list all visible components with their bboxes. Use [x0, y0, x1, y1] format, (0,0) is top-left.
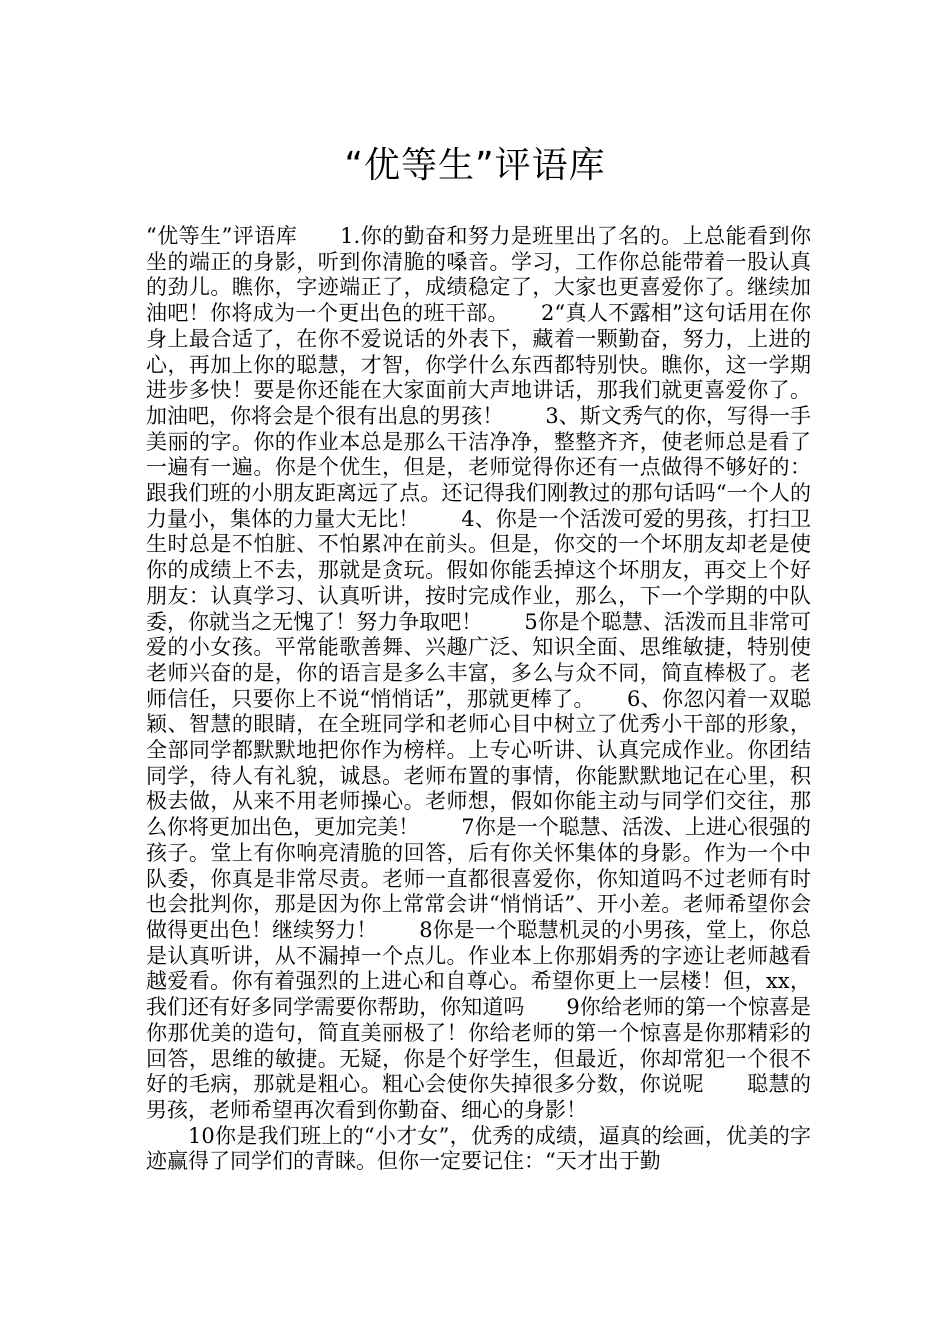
- body-paragraph: 10你是我们班上的“小才女”，优秀的成绩，逼真的绘画，优美的字迹赢得了同学们的青睐。但你一定要记住：“天才出于勤: [146, 1123, 811, 1174]
- body-paragraph: “优等生”评语库 1.你的勤奋和努力是班里出了名的。上总能看到你坐的端正的身影，听到你清脆的嗓音。学习，工作你总能带着一股认真的劲儿。瞧你，字迹端正了，成绩稳定了，大家也更喜爱你了。继续加油吧！你将成为一个更出色的班干部。 2“真人不露相”这句话用在你身上最合适了，在你不爱说话的外表下，藏着一颗勤奋，努力，上进的心，再加上你的聪慧，才智，你学什么东西都特别快。瞧你，这一学期进步多快！要是你还能在大家面前大声地讲话，那我们就更喜爱你了。加油吧，你将会是个很有出息的男孩！ 3、斯文秀气的你，写得一手美丽的字。你的作业本总是那么干洁净净，整整齐齐，使老师总是看了一遍有一遍。你是个优生，但是，老师觉得你还有一点做得不够好的：跟我们班的小朋友距离远了点。还记得我们刚教过的那句话吗“一个人的力量小，集体的力量大无比！ 4、你是一个活泼可爱的男孩，打扫卫生时总是不怕脏、不怕累冲在前头。但是，你交的一个坏朋友却老是使你的成绩上不去，那就是贪玩。假如你能丢掉这个坏朋友，再交上个好朋友：认真学习、认真听讲，按时完成作业，那么，下一个学期的中队委，你就当之无愧了！努力争取吧！ 5你是个聪慧、活泼而且非常可爱的小女孩。平常能歌善舞、兴趣广泛、知识全面、思维敏捷，特别使老师兴奋的是，你的语言是多么丰富，多么与众不同，简直棒极了。老师信任，只要你上不说“悄悄话”，那就更棒了。 6、你忽闪着一双聪颖、智慧的眼睛，在全班同学和老师心目中树立了优秀小干部的形象，全部同学都默默地把你作为榜样。上专心听讲、认真完成作业。你团结同学，待人有礼貌，诚恳。老师布置的事情，你能默默地记在心里，积极去做，从来不用老师操心。老师想，假如你能主动与同学们交往，那么你将更加出色，更加完美！ 7你是一个聪慧、活泼、上进心很强的孩子。堂上有你响亮清脆的回答，后有你关怀集体的身影。作为一个中队委，你真是非常尽责。老师一直都很喜爱你，你知道吗不过老师有时也会批判你，那是因为你上常常会讲“悄悄话”、开小差。老师希望你会做得更出色！继续努力！ 8你是一个聪慧机灵的小男孩，堂上，你总是认真听讲，从不漏掉一个点儿。作业本上你那娟秀的字迹让老师越看越爱看。你有着强烈的上进心和自尊心。希望你更上一层楼！但，xx，我们还有好多同学需要你帮助，你知道吗 9你给老师的第一个惊喜是你那优美的造句，简直美丽极了！你给老师的第一个惊喜是你那精彩的回答，思维的敏捷。无疑，你是个好学生，但最近，你却常犯一个很不好的毛病，那就是粗心。粗心会使你失掉很多分数，你说呢 聪慧的男孩，老师希望再次看到你勤奋、细心的身影！: [146, 224, 811, 1122]
- document-title: “优等生”评语库: [344, 145, 606, 187]
- document-body: [146, 224, 811, 1175]
